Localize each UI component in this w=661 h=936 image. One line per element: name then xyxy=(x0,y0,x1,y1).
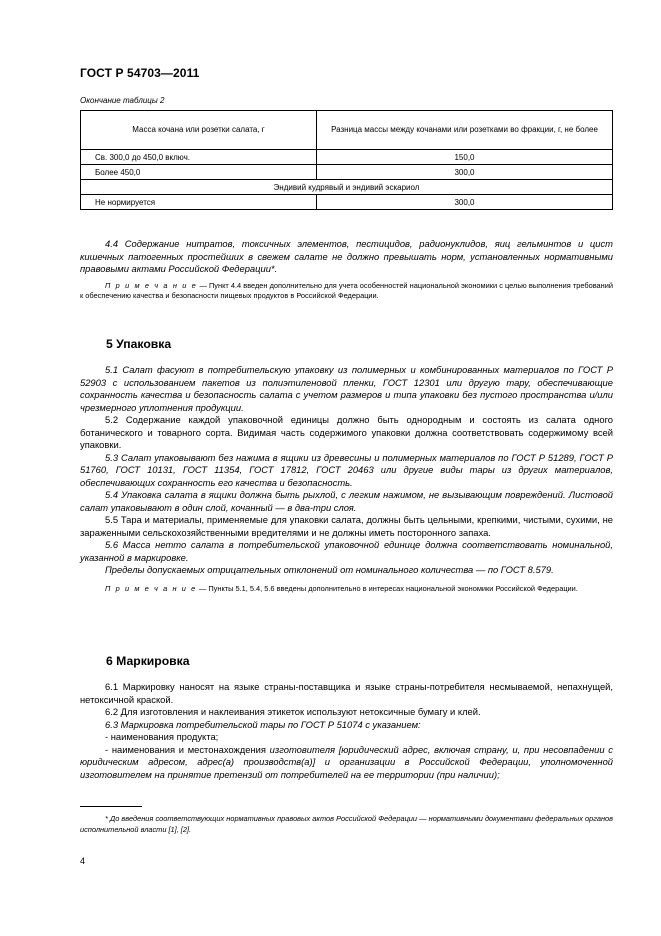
paragraph-5-5: 5.5 Тара и материалы, применяемые для упаковки салата, должны быть цельными, крепкими, чистыми, сухими, не зараженными сельскохозяйственными вредителями и не должны иметь посторонного запаха. xyxy=(80,514,613,538)
note-text: — Пункты 5.1, 5.4, 5.6 введены дополнительно в интересах национальной экономики Российской Федерации. xyxy=(196,583,578,593)
table-row xyxy=(81,165,613,180)
table-cell-difference: 150,0 xyxy=(317,150,613,165)
paragraph-6-3: 6.3 Маркировка потребительской тары по ГОСТ Р 51074 с указанием: xyxy=(105,718,421,730)
column-header-difference: Разница массы между кочанами или розетками во фракции, г, не более xyxy=(317,111,613,150)
column-header-mass: Масса кочана или розетки салата, г xyxy=(81,111,317,150)
table-header-row xyxy=(81,111,613,150)
paragraph-5-4: 5.4 Упаковка салата в ящики должна быть рыхлой, с легким нажимом, не вызывающим повреждений. Листовой салат упаковывают в один слой, кочанный — в два-три слоя. xyxy=(80,489,613,513)
paragraph-6-1: 6.1 Маркировку наносят на языке страны-поставщика и языке страны-потребителя несмываемой, непахнущей, нетоксичной краской. xyxy=(80,681,613,705)
footnote: * До введения соответствующих нормативных правовых актов Российской Федерации — нормативными документами федеральных органов исполнительной власти [1], [2]. xyxy=(80,814,613,834)
table-caption: Окончание таблицы 2 xyxy=(80,96,165,105)
paragraph-5-6-limits: Пределы допускаемых отрицательных отклонений от номинального количества — по ГОСТ 8.579. xyxy=(105,564,554,575)
note-section-5 xyxy=(80,584,613,595)
section-5-body xyxy=(80,364,613,594)
table-row xyxy=(81,195,613,210)
paragraph-5-6: 5.6 Масса нетто салата в потребительской упаковочной единице должна соответствовать номинальной, указанной в маркировке. xyxy=(80,539,613,563)
list-item-manufacturer-detail: изготовителя [юридический адрес, включая страну, и, при несовпадении с юридическим адресом, адрес(а) производств(а)] и организации в Российской Федерации, уполномоченной изготовителем на принятие претензий от потребителей на ее территории (при наличии); xyxy=(80,743,613,780)
table-cell-mass: Не нормируется xyxy=(81,195,317,210)
section-5-title: 5 Упаковка xyxy=(106,337,172,351)
paragraph-5-3: 5.3 Салат упаковывают без нажима в ящики из древесины и полимерных материалов по ГОСТ Р 51289, ГОСТ Р 51760, ГОСТ 10131, ГОСТ 11354, ГОСТ 17812, ГОСТ 20463 или другие виды тары из других материалов, обеспечивающих сохранность его качества и безопасность. xyxy=(80,451,613,488)
note-label: П р и м е ч а н и е xyxy=(105,280,198,290)
table-cell-difference: 300,0 xyxy=(317,165,613,180)
table-group-header: Эндивий кудрявый и эндивий эскариол xyxy=(81,180,613,195)
table-cell-mass: Св. 300,0 до 450,0 включ. xyxy=(81,150,317,165)
list-item-manufacturer xyxy=(80,744,613,782)
footnote-divider xyxy=(80,806,142,807)
paragraph-5-1: 5.1 Салат фасуют в потребительскую упаковку из полимерных и комбинированных материалов по ГОСТ Р 52903 с использованием пакетов из полиэтиленовой пленки, ГОСТ 12301 или другую тару, обеспечивающие сохранность качества и безопасность салата с учетом размеров и типа упаковки без пустого пространства и/или чрезмерного уплотнения продукции. xyxy=(80,364,613,413)
note-label: П р и м е ч а н и е xyxy=(105,583,197,593)
document-header: ГОСТ Р 54703—2011 xyxy=(80,66,200,80)
table-2 xyxy=(80,110,613,210)
note-4-4 xyxy=(80,281,613,302)
paragraph-6-2: 6.2 Для изготовления и наклеивания этикеток используют нетоксичные бумагу и клей. xyxy=(105,706,481,717)
table-cell-difference: 300,0 xyxy=(317,195,613,210)
note-text: — Пункт 4.4 введен дополнительно для учета особенностей национальной экономики с целью выполнения требований к обеспечению качества и безопасности пищевых продуктов в Российской Федерации. xyxy=(80,280,613,301)
page-number: 4 xyxy=(80,856,86,866)
paragraph-5-2: 5.2 Содержание каждой упаковочной единицы должно быть однородным и состоять из салата одного ботанического и товарного сорта. Видимая часть содержимого упаковки должна соответствовать содержимому всей упаковки. xyxy=(80,414,613,450)
section-6-body xyxy=(80,681,613,781)
list-item-manufacturer-lead: - наименования и местонахождения xyxy=(105,743,270,755)
section-6-title: 6 Маркировка xyxy=(106,654,190,668)
list-item-product-name: - наименования продукта; xyxy=(105,731,219,742)
table-group-row xyxy=(81,180,613,195)
table-cell-mass: Более 450,0 xyxy=(81,165,317,180)
paragraph-block-4-4 xyxy=(80,238,613,302)
table-row xyxy=(81,150,613,165)
paragraph-4-4: 4.4 Содержание нитратов, токсичных элементов, пестицидов, радионуклидов, яиц гельминтов и цист кишечных патогенных простейших в свежем салате не должно превышать норм, установленных нормативными правовыми актами Российской Федерации*. xyxy=(80,238,613,274)
